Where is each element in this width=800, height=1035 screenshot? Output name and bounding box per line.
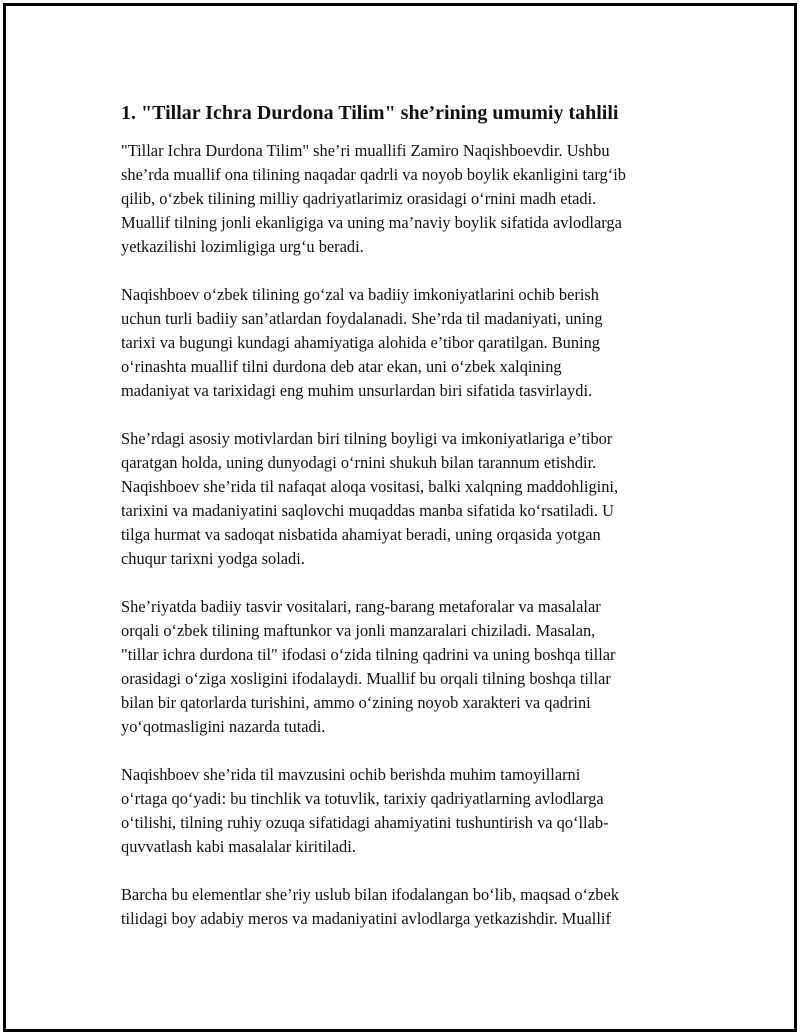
text-line: "Tillar Ichra Durdona Tilim" she’ri muallifi Zamiro Naqishboevdir. Ushbu bbox=[121, 141, 610, 160]
text-line: tarixini va madaniyatini saqlovchi muqaddas manba sifatida ko‘rsatiladi. U bbox=[121, 501, 614, 520]
page-frame bbox=[3, 3, 797, 1032]
text-line: Muallif tilning jonli ekanligiga va uning ma’naviy boylik sifatida avlodlarga bbox=[121, 213, 622, 232]
text-line: "tillar ichra durdona til" ifodasi o‘zida tilning qadrini va uning boshqa tillar bbox=[121, 645, 616, 664]
text-line: qilib, o‘zbek tilining milliy qadriyatlarimiz orasidagi o‘rnini madh etadi. bbox=[121, 189, 597, 208]
text-line: o‘tilishi, tilning ruhiy ozuqa sifatidagi ahamiyatini tushuntirish va qo‘llab- bbox=[121, 813, 609, 832]
text-line: she’rda muallif ona tilining naqadar qadrli va noyob boylik ekanligini targ‘ib bbox=[121, 165, 626, 184]
section-heading: 1. "Tillar Ichra Durdona Tilim" she’rining umumiy tahlili bbox=[121, 102, 619, 124]
text-line: o‘rinashta muallif tilni durdona deb atar ekan, uni o‘zbek xalqining bbox=[121, 357, 562, 376]
text-line: tilga hurmat va sadoqat nisbatida ahamiyat beradi, uning orqasida yotgan bbox=[121, 525, 601, 544]
text-line: tarixi va bugungi kundagi ahamiyatiga alohida e’tibor qaratilgan. Buning bbox=[121, 333, 601, 352]
text-line: qaratgan holda, uning dunyodagi o‘rnini shukuh bilan tarannum etishdir. bbox=[121, 453, 597, 472]
text-line: bilan bir qatorlarda turishini, ammo o‘zining noyob xarakteri va qadrini bbox=[121, 693, 591, 712]
text-line: She’riyatda badiiy tasvir vositalari, rang-barang metaforalar va masalalar bbox=[121, 597, 601, 616]
paragraph-5 bbox=[121, 763, 701, 859]
text-line: yetkazilishi lozimligiga urg‘u beradi. bbox=[121, 237, 364, 256]
text-line: quvvatlash kabi masalalar kiritiladi. bbox=[121, 837, 356, 856]
text-line: Naqishboev she’rida til nafaqat aloqa vositasi, balki xalqning maddohligini, bbox=[121, 477, 619, 496]
paragraph-4 bbox=[121, 595, 701, 739]
text-line: orqali o‘zbek tilining maftunkor va jonli manzaralari chiziladi. Masalan, bbox=[121, 621, 596, 640]
text-line: orasidagi o‘ziga xosligini ifodalaydi. Muallif bu orqali tilning boshqa tillar bbox=[121, 669, 611, 688]
text-line: Naqishboev she’rida til mavzusini ochib berishda muhim tamoyillarni bbox=[121, 765, 581, 784]
document-body bbox=[121, 101, 701, 955]
text-line: madaniyat va tarixidagi eng muhim unsurlardan biri sifatida tasvirlaydi. bbox=[121, 381, 593, 400]
paragraph-1 bbox=[121, 139, 701, 259]
paragraph-6 bbox=[121, 883, 701, 931]
text-line: tilidagi boy adabiy meros va madaniyatini avlodlarga yetkazishdir. Muallif bbox=[121, 909, 611, 928]
text-line: yo‘qotmasligini nazarda tutadi. bbox=[121, 717, 326, 736]
text-line: Naqishboev o‘zbek tilining go‘zal va badiiy imkoniyatlarini ochib berish bbox=[121, 285, 599, 304]
text-line: chuqur tarixni yodga soladi. bbox=[121, 549, 305, 568]
paragraph-3 bbox=[121, 427, 701, 571]
text-line: She’rdagi asosiy motivlardan biri tilning boyligi va imkoniyatlariga e’tibor bbox=[121, 429, 613, 448]
paragraph-2 bbox=[121, 283, 701, 403]
text-line: Barcha bu elementlar she’riy uslub bilan ifodalangan bo‘lib, maqsad o‘zbek bbox=[121, 885, 619, 904]
text-line: uchun turli badiiy san’atlardan foydalanadi. She’rda til madaniyati, uning bbox=[121, 309, 603, 328]
text-line: o‘rtaga qo‘yadi: bu tinchlik va totuvlik, tarixiy qadriyatlarning avlodlarga bbox=[121, 789, 604, 808]
